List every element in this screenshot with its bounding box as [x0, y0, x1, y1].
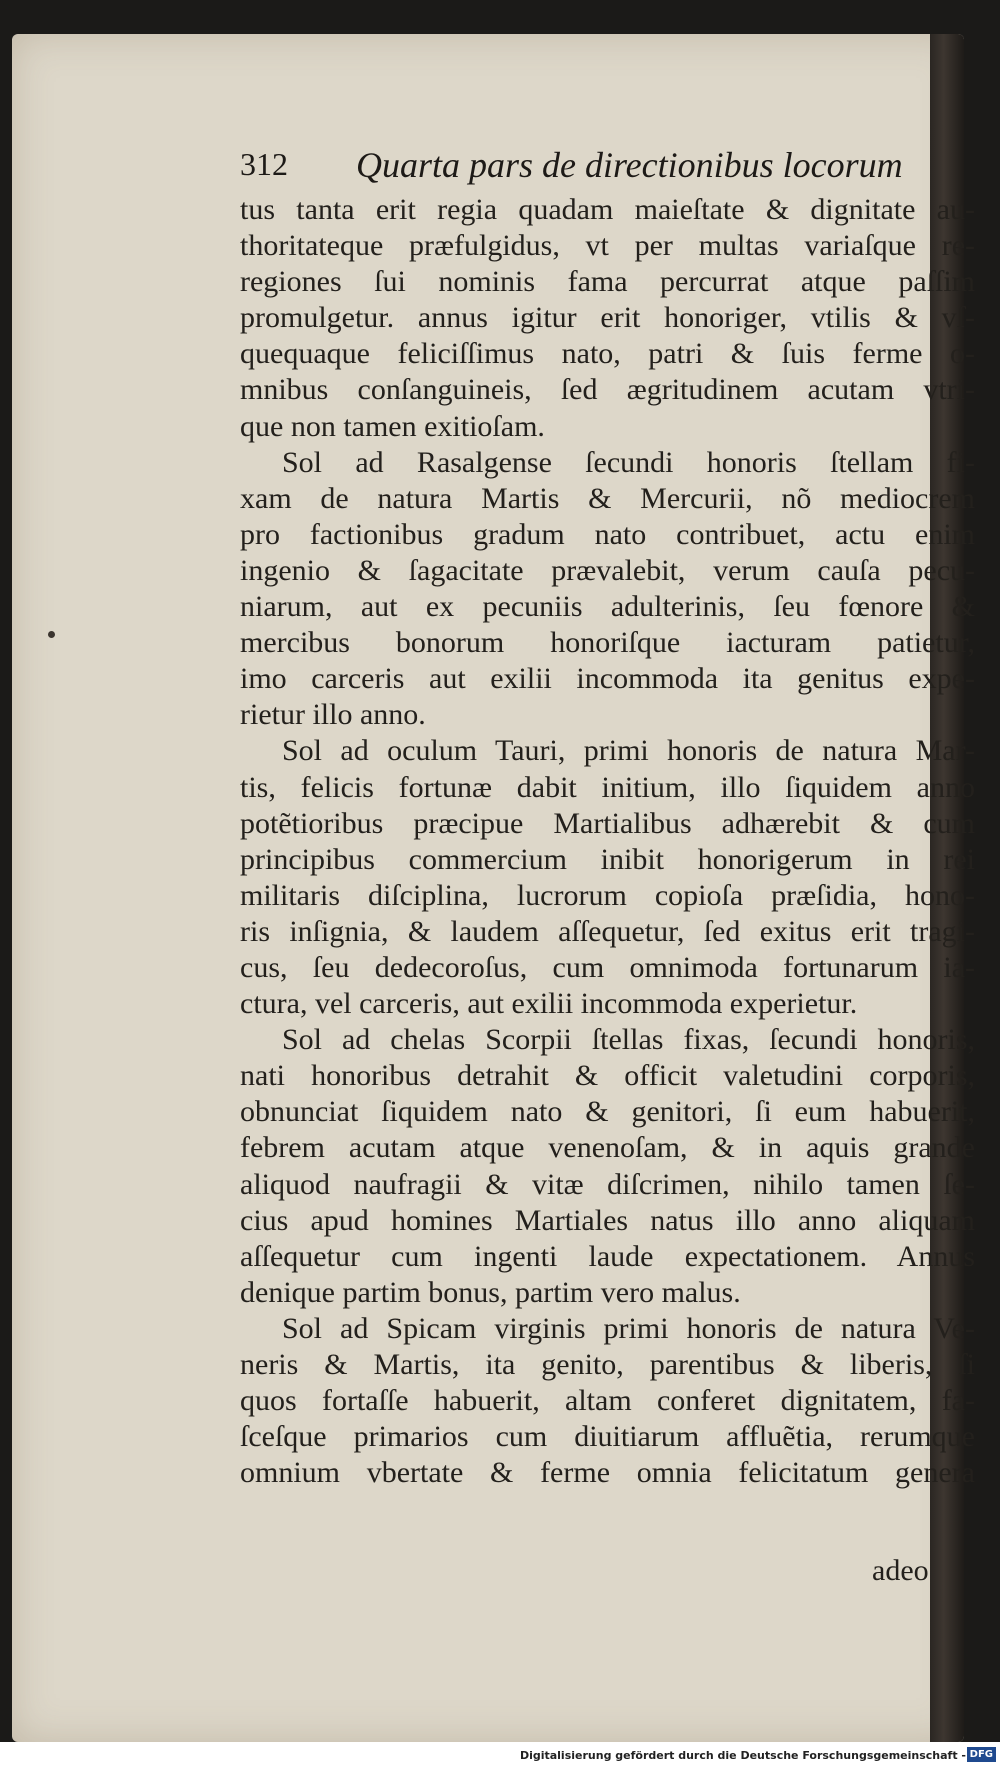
text-line: ctura, vel carceris, aut exilii incommoda experietur.: [240, 987, 858, 1021]
text-line: ingenio & ſagacitate prævalebit, verum cauſa pecu-: [240, 553, 975, 587]
text-line: cus, ſeu dedecoroſus, cum omnimoda fortunarum ia-: [240, 950, 975, 984]
paragraph-4: [240, 1022, 975, 1311]
text-line: ris inſignia, & laudem aſſequetur, ſed exitus erit tragi-: [240, 914, 975, 948]
text-line: quos fortaſſe habuerit, altam conferet dignitatem, fa-: [240, 1384, 975, 1418]
text-line: principibus commercium inibit honorigerum in rei: [240, 842, 975, 876]
text-line: ſceſque primarios cum diuitiarum affluẽtia, rerumque: [240, 1420, 975, 1454]
text-line: aliquod naufragii & vitæ diſcrimen, nihilo tamen ſe-: [240, 1167, 975, 1201]
text-line: niarum, aut ex pecuniis adulterinis, ſeu fœnore &: [240, 590, 975, 624]
text-line: mnibus conſanguineis, ſed ægritudinem acutam vtri-: [240, 373, 975, 407]
text-line: neris & Martis, ita genito, parentibus & liberis, ſi: [240, 1348, 975, 1381]
text-line: xam de natura Martis & Mercurii, nõ mediocrem: [240, 481, 975, 515]
text-line: obnunciat ſiquidem nato & genitori, ſi eum habuerit,: [240, 1095, 975, 1129]
text-line: Sol ad oculum Tauri, primi honoris de natura Mar-: [282, 734, 975, 768]
funding-notice: Digitalisierung gefördert durch die Deutsche Forschungsgemeinschaft -: [519, 1749, 966, 1762]
catchword: adeo: [872, 1554, 929, 1587]
text-line: potẽtioribus præcipue Martialibus adhærebit & cum: [240, 806, 975, 840]
text-line: promulgetur. annus igitur erit honoriger, vtilis & vſ-: [240, 301, 975, 335]
text-line: Sol ad chelas Scorpii ſtellas fixas, ſecundi honoris,: [282, 1023, 975, 1057]
paragraph-5: [240, 1311, 975, 1491]
text-line: cius apud homines Martiales natus illo anno aliquam: [240, 1203, 975, 1237]
text-line: tus tanta erit regia quadam maieſtate & dignitate au-: [240, 193, 975, 226]
footer-bar: [0, 1742, 1000, 1768]
text-line: que non tamen exitioſam.: [240, 409, 545, 443]
text-line: mercibus bonorum honoriſque iacturam patietur,: [240, 626, 975, 660]
text-line: imo carceris aut exilii incommoda ita genitus expe-: [240, 662, 975, 696]
text-line: omnium vbertate & ferme omnia felicitatum genera: [240, 1456, 975, 1490]
text-line: rietur illo anno.: [240, 698, 426, 732]
body-text: [240, 192, 975, 1491]
ink-spot: [48, 631, 55, 638]
text-line: denique partim bonus, partim vero malus.: [240, 1275, 741, 1309]
text-line: aſſequetur cum ingenti laude expectationem. Annus: [240, 1239, 975, 1273]
text-line: pro factionibus gradum nato contribuet, actu enim: [240, 517, 975, 551]
page-header: [240, 142, 940, 194]
text-line: tis, felicis fortunæ dabit initium, illo ſiquidem anno: [240, 770, 975, 804]
text-line: militaris diſciplina, lucrorum copioſa præſidia, hono-: [240, 878, 975, 912]
text-line: Sol ad Rasalgense ſecundi honoris ſtellam fi-: [282, 445, 975, 479]
page-number: 312: [240, 146, 288, 182]
paragraph-3: [240, 733, 975, 1022]
text-line: Sol ad Spicam virginis primi honoris de natura Ve-: [282, 1311, 975, 1345]
text-line: febrem acutam atque venenoſam, & in aquis grande: [240, 1131, 975, 1165]
text-line: regiones ſui nominis fama percurrat atque paſſim: [240, 265, 975, 299]
text-line: thoritateque præfulgidus, vt per multas variaſque re-: [240, 229, 975, 263]
text-line: nati honoribus detrahit & officit valetudini corporis,: [240, 1059, 975, 1093]
book-page: [12, 34, 975, 1742]
dfg-logo: DFG: [967, 1747, 996, 1762]
paragraph-1: [240, 192, 975, 445]
running-title: Quarta pars de directionibus locorum: [356, 145, 903, 185]
paragraph-2: [240, 445, 975, 734]
text-line: quequaque feliciſſimus nato, patri & ſuis ferme o-: [240, 337, 975, 371]
